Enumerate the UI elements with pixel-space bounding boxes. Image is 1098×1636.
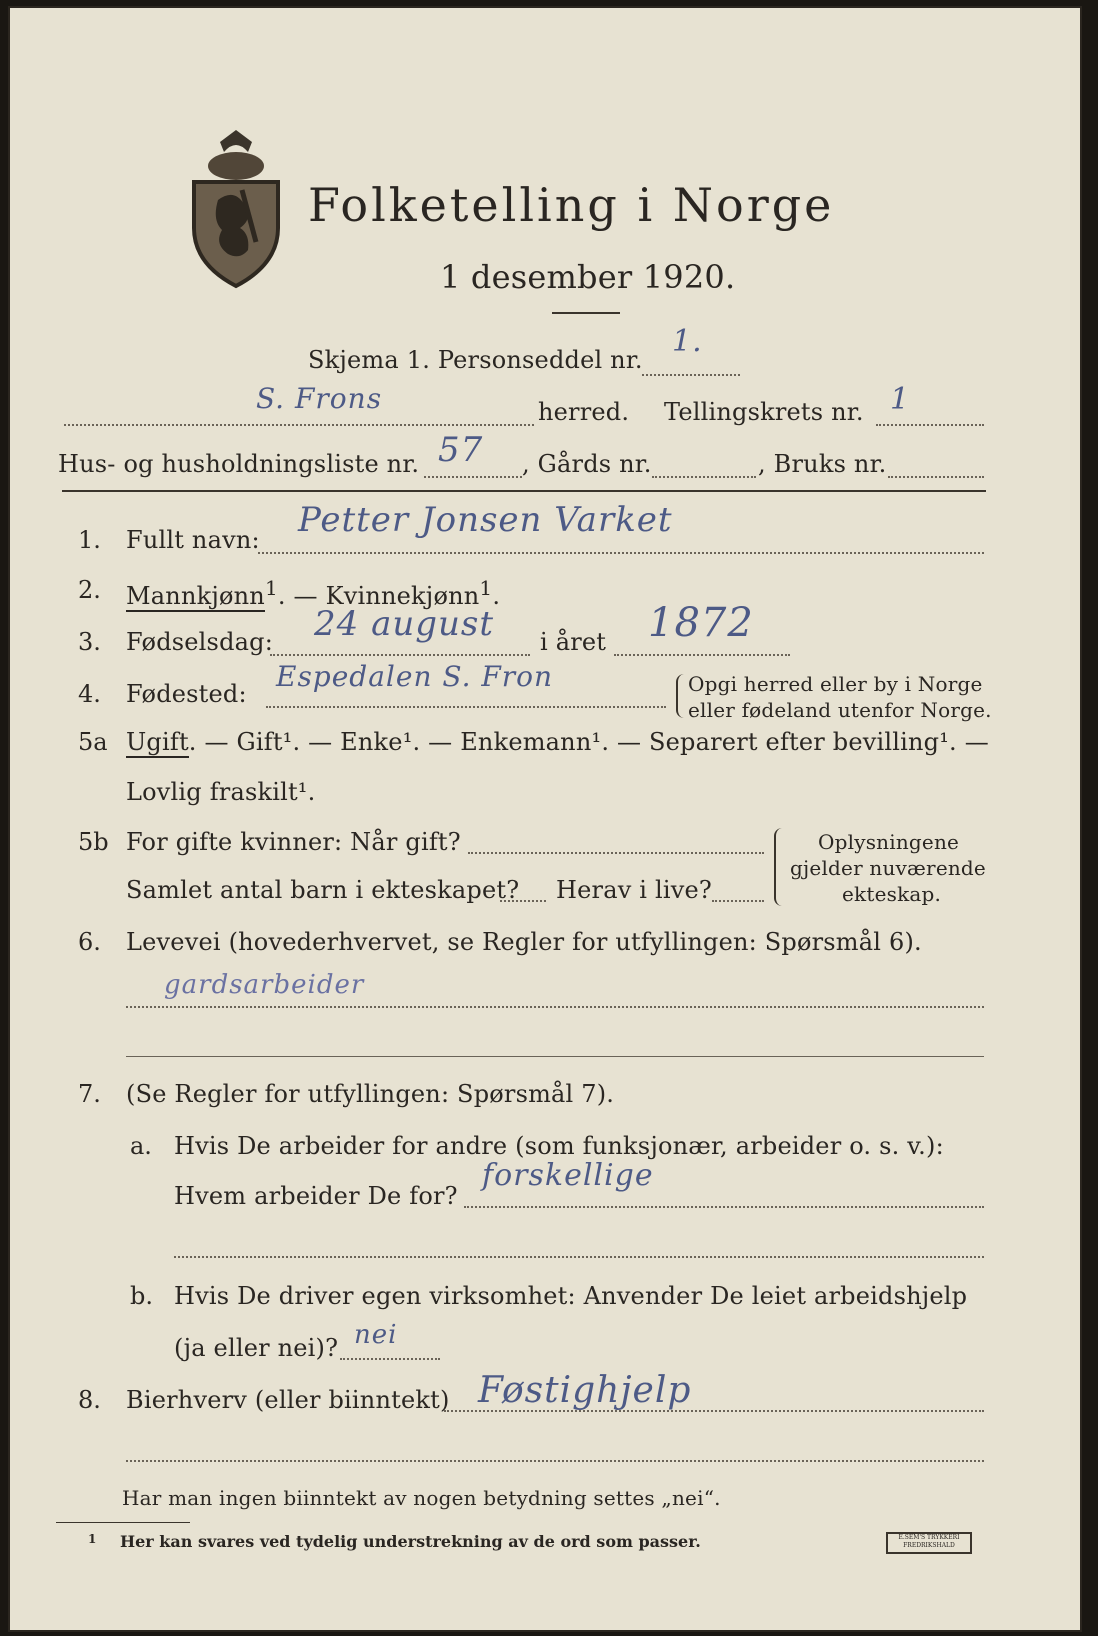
hired-help-value: nei <box>354 1320 398 1350</box>
q6-number: 6. <box>78 928 101 956</box>
q5b-label-3: Herav i live? <box>556 876 712 904</box>
footer-note: Har man ingen biinntekt av nogen betydning settes „nei“. <box>122 1486 721 1510</box>
tellingskrets-nr-value: 1 <box>890 382 911 417</box>
title-divider <box>552 312 620 314</box>
q5a-line2: Lovlig fraskilt¹. <box>126 778 316 806</box>
q4-label: Fødested: <box>126 680 247 708</box>
q5a-number: 5a <box>78 728 108 756</box>
female-option: Kvinnekjønn <box>325 582 480 610</box>
q7b-label: b. <box>130 1282 153 1310</box>
children-field-line <box>500 900 546 902</box>
married-date-field-line <box>468 852 764 854</box>
q4-note-2: eller fødeland utenfor Norge. <box>688 698 992 722</box>
employer-field-line <box>464 1206 984 1208</box>
q5a-rest: . — Gift¹. — Enke¹. — Enkemann¹. — Separert efter bevilling¹. — <box>188 728 989 756</box>
q2-number: 2. <box>78 576 101 604</box>
q7a-text: Hvis De arbeider for andre (som funksjonær, arbeider o. s. v.): <box>174 1132 944 1160</box>
household-nr-value: 57 <box>438 430 484 470</box>
q5b-number: 5b <box>78 828 109 856</box>
full-name-value: Petter Jonsen Varket <box>298 500 673 540</box>
footnote-rule <box>56 1522 190 1523</box>
q2-end: . <box>492 582 501 610</box>
q7-number: 7. <box>78 1080 101 1108</box>
personseddel-field-line <box>642 374 740 376</box>
coat-of-arms-emblem <box>184 130 288 290</box>
birthday-value: 24 august <box>314 604 495 644</box>
q1-field-line <box>258 552 984 554</box>
year-field-line <box>614 654 790 656</box>
q2-footnote-mark: 1 <box>264 576 278 600</box>
bruks-label: , Bruks nr. <box>758 450 887 478</box>
printer-stamp-text: E.SEM'S TRYKKERI FREDRIKSHALD <box>898 1534 960 1549</box>
year-label: i året <box>540 628 607 656</box>
printer-stamp <box>886 1532 972 1554</box>
q4-number: 4. <box>78 680 101 708</box>
q6-label: Levevei (hovederhvervet, se Regler for utfyllingen: Spørsmål 6). <box>126 928 922 956</box>
birthplace-field-line <box>266 706 666 708</box>
q2-separator: . — <box>277 582 326 610</box>
employer-value: forskellige <box>482 1158 654 1193</box>
census-date: 1 desember 1920. <box>440 258 736 296</box>
q4-brace <box>676 674 688 718</box>
q6-field-line-2 <box>126 1056 984 1057</box>
ugift-option: Ugift <box>126 728 189 756</box>
q8-number: 8. <box>78 1386 101 1414</box>
q1-number: 1. <box>78 526 101 554</box>
q3-number: 3. <box>78 628 101 656</box>
census-form <box>8 6 1082 1632</box>
bruks-field-line <box>888 476 984 478</box>
herred-label: herred. <box>538 398 630 426</box>
q7b-question: (ja eller nei)? <box>174 1334 339 1362</box>
gards-field-line <box>652 476 756 478</box>
q5a-options <box>126 728 989 756</box>
q4-note-1: Opgi herred eller by i Norge <box>688 672 983 696</box>
q7a-label: a. <box>130 1132 152 1160</box>
birthday-field-line <box>270 654 530 656</box>
household-label: Hus- og husholdningsliste nr. <box>58 450 420 478</box>
footnote-text: Her kan svares ved tydelig understrekning av de ord som passer. <box>120 1532 701 1551</box>
herred-value: S. Frons <box>256 382 383 415</box>
hired-help-field-line <box>340 1358 440 1360</box>
q5b-brace <box>774 828 786 906</box>
form-title: Folketelling i Norge <box>308 178 835 232</box>
gards-label: , Gårds nr. <box>522 450 652 478</box>
q5b-note-1: Oplysningene <box>818 830 960 854</box>
occupation-value: gardsarbeider <box>164 970 365 1000</box>
header-rule <box>62 490 986 492</box>
q5b-label-2: Samlet antal barn i ekteskapet? <box>126 876 520 904</box>
footnote-mark: 1 <box>88 1532 97 1546</box>
q7-label: (Se Regler for utfyllingen: Spørsmål 7). <box>126 1080 615 1108</box>
q7b-text: Hvis De driver egen virksomhet: Anvender De leiet arbeidshjelp <box>174 1282 968 1310</box>
herred-field-line <box>64 424 534 426</box>
q5b-note-2: gjelder nuværende <box>790 856 986 880</box>
q1-label: Fullt navn: <box>126 526 260 554</box>
q8-label: Bierhverv (eller biinntekt) <box>126 1386 450 1414</box>
birth-year-value: 1872 <box>648 600 754 646</box>
side-income-field-line-2 <box>126 1460 984 1462</box>
male-option: Mannkjønn <box>126 582 265 610</box>
employer-field-line-2 <box>174 1256 984 1258</box>
q6-field-line-1 <box>126 1006 984 1008</box>
alive-field-line <box>712 900 764 902</box>
personseddel-nr-value: 1. <box>672 324 703 359</box>
tellingskrets-label: Tellingskrets nr. <box>664 398 864 426</box>
birthplace-value: Espedalen S. Fron <box>276 660 554 693</box>
side-income-value: Føstighjelp <box>478 1370 692 1411</box>
q5b-note-3: ekteskap. <box>842 882 942 906</box>
q5b-label-1: For gifte kvinner: Når gift? <box>126 828 461 856</box>
schema-label: Skjema 1. Personseddel nr. <box>308 346 643 374</box>
q2-footnote-mark-2: 1 <box>479 576 493 600</box>
q7a-question: Hvem arbeider De for? <box>174 1182 458 1210</box>
household-field-line <box>424 476 522 478</box>
tellingskrets-field-line <box>876 424 984 426</box>
q3-label: Fødselsdag: <box>126 628 273 656</box>
